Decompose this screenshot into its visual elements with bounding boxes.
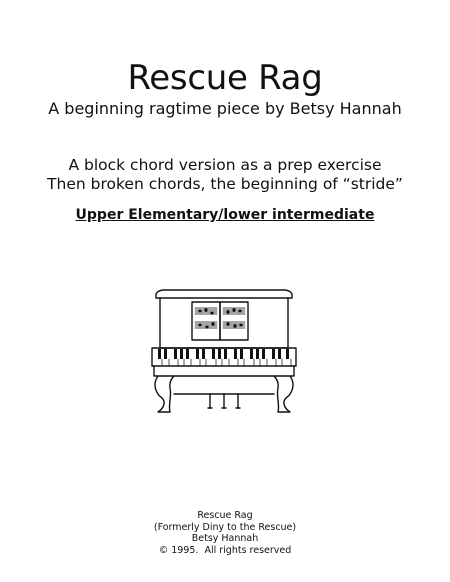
footer-former-title: (Formerly Diny to the Rescue) xyxy=(153,521,297,533)
footer-copyright: © 1995. All rights reserved xyxy=(158,544,292,556)
description-line-2: Then broken chords, the beginning of “stride” xyxy=(47,175,403,193)
description-line-1: A block chord version as a prep exercise xyxy=(68,156,382,174)
description xyxy=(0,156,450,194)
footer-composer: Betsy Hannah xyxy=(191,533,259,544)
piece-subtitle: A beginning ragtime piece by Betsy Hannah xyxy=(48,99,402,118)
upright-piano-icon xyxy=(144,284,304,424)
footer-title: Rescue Rag xyxy=(197,510,253,521)
piece-title: Rescue Rag xyxy=(127,58,323,98)
difficulty-level: Upper Elementary/lower intermediate xyxy=(75,207,375,223)
copyright-footer xyxy=(0,510,450,556)
